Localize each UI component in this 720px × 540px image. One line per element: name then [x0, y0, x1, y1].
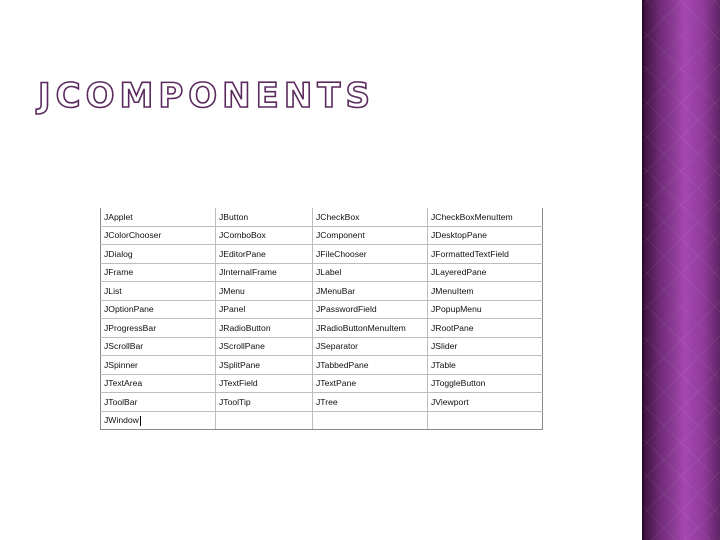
- table-cell: JRootPane: [428, 319, 543, 338]
- table-cell: JDesktopPane: [428, 226, 543, 245]
- table-cell: JComboBox: [216, 226, 313, 245]
- table-cell: JFrame: [101, 263, 216, 282]
- table-cell: JRadioButtonMenuItem: [313, 319, 428, 338]
- table-cell: JMenuItem: [428, 282, 543, 301]
- table-cell: JEditorPane: [216, 245, 313, 264]
- table-cell: JSeparator: [313, 337, 428, 356]
- table-cell: JSpinner: [101, 356, 216, 375]
- table-cell: JScrollBar: [101, 337, 216, 356]
- table-row: [101, 319, 543, 338]
- table-cell: JMenu: [216, 282, 313, 301]
- table-cell-text: JWindow: [104, 414, 139, 425]
- table-cell: JTextArea: [101, 374, 216, 393]
- text-cursor: [140, 416, 141, 426]
- table-cell: JLabel: [313, 263, 428, 282]
- table-cell: JSlider: [428, 337, 543, 356]
- table-cell-editing[interactable]: [101, 411, 216, 430]
- table-row: [101, 226, 543, 245]
- table-cell: JPanel: [216, 300, 313, 319]
- table-cell: [313, 411, 428, 430]
- table-cell: JOptionPane: [101, 300, 216, 319]
- table-cell: JTree: [313, 393, 428, 412]
- table-cell: JRadioButton: [216, 319, 313, 338]
- table-row: [101, 374, 543, 393]
- table-row: [101, 245, 543, 264]
- table-cell: JDialog: [101, 245, 216, 264]
- components-table: [100, 208, 543, 430]
- table-cell: JCheckBox: [313, 208, 428, 226]
- table-cell: [216, 411, 313, 430]
- table-cell: JList: [101, 282, 216, 301]
- table-cell: JLayeredPane: [428, 263, 543, 282]
- table-cell: JApplet: [101, 208, 216, 226]
- table-row: [101, 263, 543, 282]
- table-cell: JPasswordField: [313, 300, 428, 319]
- table-row: [101, 208, 543, 226]
- table-row: [101, 282, 543, 301]
- table-cell: JPopupMenu: [428, 300, 543, 319]
- table-cell: JTextPane: [313, 374, 428, 393]
- table-cell: JButton: [216, 208, 313, 226]
- table-cell: JMenuBar: [313, 282, 428, 301]
- table-cell: JSplitPane: [216, 356, 313, 375]
- table-cell: JTabbedPane: [313, 356, 428, 375]
- table-cell: JToolTip: [216, 393, 313, 412]
- table-cell: JFormattedTextField: [428, 245, 543, 264]
- table-cell: JScrollPane: [216, 337, 313, 356]
- table-cell: JInternalFrame: [216, 263, 313, 282]
- table-row: [101, 300, 543, 319]
- table-cell: JCheckBoxMenuItem: [428, 208, 543, 226]
- table-cell: JViewport: [428, 393, 543, 412]
- table-cell: JToolBar: [101, 393, 216, 412]
- table-row: [101, 393, 543, 412]
- table-cell: JComponent: [313, 226, 428, 245]
- table-row: [101, 356, 543, 375]
- table-cell: JFileChooser: [313, 245, 428, 264]
- table-cell: JTextField: [216, 374, 313, 393]
- table-cell: [428, 411, 543, 430]
- decorative-sidebar: [642, 0, 720, 540]
- table-row: [101, 411, 543, 430]
- slide-title: JCOMPONENTS: [38, 76, 375, 116]
- table-cell: JToggleButton: [428, 374, 543, 393]
- table-cell: JProgressBar: [101, 319, 216, 338]
- table-cell: JTable: [428, 356, 543, 375]
- table-cell: JColorChooser: [101, 226, 216, 245]
- components-table-container: [100, 208, 543, 430]
- sidebar-edge-divider: [642, 0, 644, 540]
- table-row: [101, 337, 543, 356]
